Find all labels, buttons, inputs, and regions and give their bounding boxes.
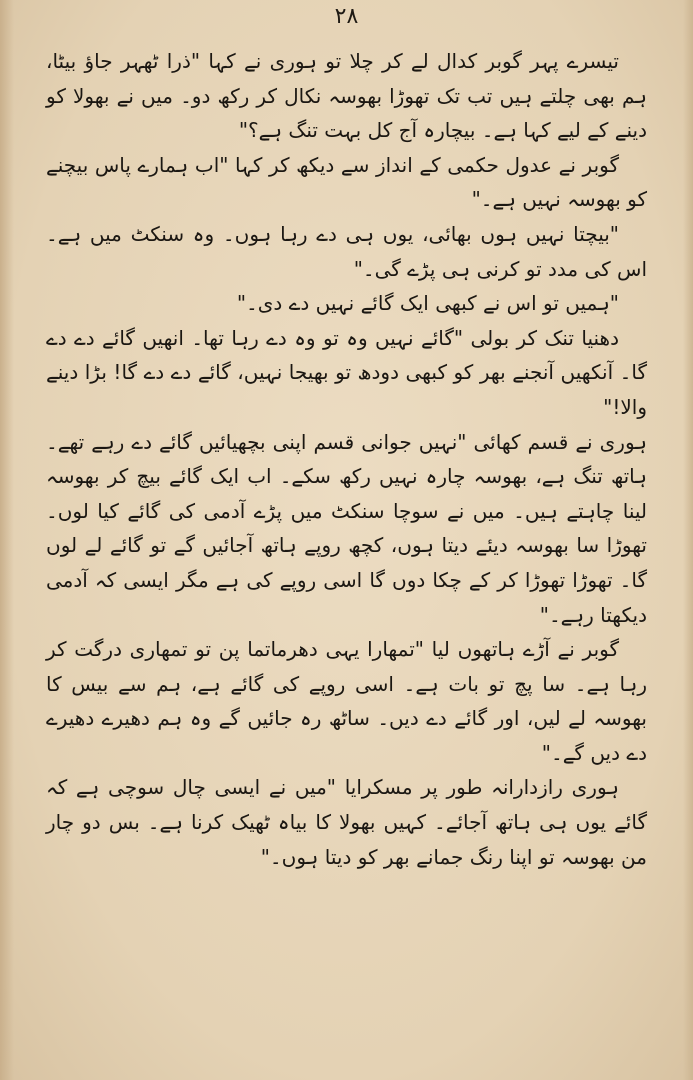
page-shadow-right [683,0,693,1080]
paragraph-5: دھنیا تنک کر بولی "گائے نہیں وہ تو وہ دے رہا تھا۔ انھیں گائے دے دے گا۔ آنکھیں آنجنے بھر کو کبھی دودھ تو بھیجا نہیں، گائے دے دے گا! بڑا دینے والا!" [46,325,647,419]
paragraph-1: تیسرے پہر گوبر کدال لے کر چلا تو ہوری نے کہا "ذرا ٹھہر جاؤ بیٹا، ہم بھی چلتے ہیں تب تک تھوڑا بھوسہ نکال کر رکھ دو۔ میں نے بھولا کو دینے کے لیے کہا ہے۔ بیچارہ آج کل بہت تنگ ہے؟" [46,49,647,143]
body-text [46,44,647,874]
page-number: ۲۸ [334,4,359,29]
paragraph-2: گوبر نے عدول حکمی کے انداز سے دیکھ کر کہا "اب ہمارے پاس بیچنے کو بھوسہ نہیں ہے۔" [46,152,647,212]
paragraph-3: "بیچتا نہیں ہوں بھائی، یوں ہی دے رہا ہوں۔ وہ سنکٹ میں ہے۔ اس کی مدد تو کرنی ہی پڑے گی۔" [46,221,647,281]
paragraph-7: گوبر نے آڑے ہاتھوں لیا "تمھارا یہی دھرماتما پن تو تمھاری درگت کر رہا ہے۔ سا پچ تو بات ہے۔ اسی روپے کی گائے ہے، ہم سے بیس کا بھوسہ لے لیں، اور گائے دے دیں۔ ساٹھ رہ جائیں گے وہ ہم دھیرے دھیرے دے دیں گے۔" [46,637,647,765]
paragraph-8: ہوری رازدارانہ طور پر مسکرایا "میں نے ایسی چال سوچی ہے کہ گائے یوں ہی ہاتھ آجائے۔ کہیں بھولا کا بیاہ ٹھیک کرنا ہے۔ بس دو چار من بھوسہ تو اپنا رنگ جمانے بھر کو دیتا ہوں۔" [46,775,647,869]
page-shadow-left [0,0,14,1080]
paragraph-6: ہوری نے قسم کھائی "نہیں جوانی قسم اپنی بچھیائیں گائے دے رہے تھے۔ ہاتھ تنگ ہے، بھوسہ چارہ نہیں رکھ سکے۔ اب ایک گائے بیچ کر بھوسہ لینا چاہتے ہیں۔ میں نے سوچا سنکٹ میں پڑے آدمی کی گائے کیا لوں۔ تھوڑا سا بھوسہ دیئے دیتا ہوں، کچھ روپے ہاتھ آجائیں گے تو گائے لے لوں گا۔ تھوڑا تھوڑا کر کے چکا دوں گا اسی روپے کی ہے مگر ایسی کہ آدمی دیکھتا رہے۔" [46,429,647,627]
paragraph-4: "ہمیں تو اس نے کبھی ایک گائے نہیں دے دی۔" [236,291,619,316]
